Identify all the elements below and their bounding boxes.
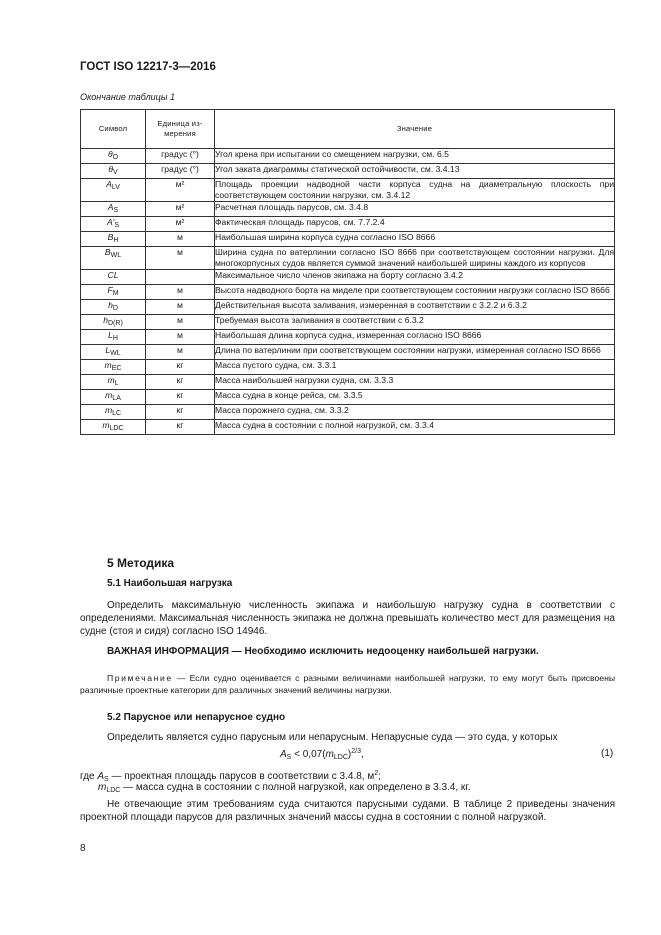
table-row	[81, 390, 615, 405]
table-row	[81, 149, 615, 164]
symbol-cell	[81, 247, 146, 270]
symbol-base: m	[104, 405, 113, 415]
symbol-cell	[81, 390, 146, 405]
formula-lhs-sub: S	[286, 754, 292, 761]
table-row	[81, 247, 615, 270]
symbol-subscript: WL	[110, 252, 122, 259]
unit-cell: кг	[146, 375, 215, 390]
symbol-cell	[81, 300, 146, 315]
symbol-base: m	[104, 360, 112, 370]
description-cell: Расчетная площадь парусов, см. 3.4.8	[215, 202, 615, 217]
table-row	[81, 360, 615, 375]
unit-cell: кг	[146, 360, 215, 375]
symbol-cell	[81, 420, 146, 435]
where2-sub: LDC	[106, 787, 121, 794]
formula-exp: 2/3	[351, 748, 361, 755]
section-5-2-paragraph: Определить является судно парусным или непарусным. Непарусные суда — это суда, у которых	[107, 732, 558, 743]
table-body	[81, 149, 615, 435]
symbol-cell	[81, 149, 146, 164]
description-cell: Высота надводного борта на миделе при соответствующем состоянии нагрузки согласно ISO 8666	[215, 285, 615, 300]
equation-number: (1)	[601, 748, 614, 759]
table-row	[81, 300, 615, 315]
unit-cell: м	[146, 285, 215, 300]
table-row	[81, 270, 615, 285]
table-row	[81, 164, 615, 179]
symbol-subscript: V	[113, 169, 118, 176]
symbol-subscript: M	[112, 290, 119, 297]
symbol-cell	[81, 405, 146, 420]
where-prefix: где	[80, 771, 98, 782]
symbol-cell	[81, 315, 146, 330]
symbol-base: A	[106, 179, 112, 189]
description-cell: Масса судна в состоянии с полной нагрузкой, см. 3.3.4	[215, 420, 615, 435]
symbol-subscript: S	[113, 207, 119, 214]
symbol-cell	[81, 217, 146, 232]
unit-cell: градус (°)	[146, 164, 215, 179]
description-cell: Масса судна в конце рейса, см. 3.3.5	[215, 390, 615, 405]
symbol-base: m	[102, 420, 110, 430]
section-5-title: 5 Методика	[107, 556, 175, 570]
note-label: Примечание	[107, 673, 173, 683]
symbol-subscript: LA	[112, 395, 121, 402]
where1-sym: A	[97, 771, 105, 782]
symbol-subscript: L	[114, 380, 119, 387]
header-symbol: Символ	[81, 110, 146, 149]
description-cell: Масса пустого судна, см. 3.3.1	[215, 360, 615, 375]
symbol-cell	[81, 375, 146, 390]
symbol-base: θ	[107, 149, 113, 159]
description-cell: Длина по ватерлинии при соответствующем состоянии нагрузки, измеренная согласно ISO 8666	[215, 345, 615, 360]
symbol-subscript: O	[112, 154, 119, 161]
description-cell: Ширина судна по ватерлинии согласно ISO 8666 при соответствующем состоянии нагрузки. Для многокорпусных судов является суммой значений наибольшей ширины каждого из корпусов	[215, 247, 614, 268]
table-row	[81, 330, 615, 345]
unit-cell: градус (°)	[146, 149, 215, 164]
symbol-subscript: H	[112, 335, 118, 342]
unit-cell: м²	[146, 217, 215, 232]
symbol-cell	[81, 202, 146, 217]
section-5-1-paragraph: Определить максимальную численность экипажа и наибольшую нагрузку судна в соответствии с определениями. Максимальная численность экипажа не должна превышать количество мест для размещения на судне (стоя и сидя) согласно ISO 14946.	[80, 600, 615, 637]
section-5-2-title: 5.2 Парусное или непарусное судно	[107, 712, 286, 723]
formula-op: < 0,07(	[291, 749, 326, 760]
table-caption: Окончание таблицы 1	[80, 92, 175, 102]
where2-text: — масса судна в состоянии с полной нагрузкой, как определено в 3.3.4, кг.	[120, 782, 471, 793]
symbol-subscript: LDC	[109, 425, 124, 432]
section-5-1-title: 5.1 Наибольшая нагрузка	[107, 578, 233, 589]
table-row	[81, 285, 615, 300]
formula-close: )	[347, 749, 352, 760]
unit-cell: м²	[146, 179, 215, 202]
unit-cell: м	[146, 247, 215, 270]
unit-cell: м	[146, 315, 215, 330]
where2-sym: m	[98, 782, 107, 793]
symbol-base: L	[105, 345, 111, 355]
symbol-base: L	[108, 330, 113, 340]
table-row	[81, 345, 615, 360]
unit-cell: кг	[146, 405, 215, 420]
symbol-cell	[81, 270, 146, 285]
table-row	[81, 420, 615, 435]
table-row	[81, 315, 615, 330]
symbol-base: F	[107, 285, 113, 295]
symbol-cell	[81, 285, 146, 300]
unit-cell	[146, 270, 215, 285]
symbol-subscript: H	[113, 237, 119, 244]
where-line-2	[98, 781, 471, 797]
where1-text: — проектная площадь парусов в соответствии с 3.4.8, м	[108, 771, 375, 782]
unit-cell: м²	[146, 202, 215, 217]
symbol-base: B	[107, 232, 114, 242]
symbol-base: m	[105, 390, 113, 400]
symbol-subscript: WL	[110, 350, 121, 357]
symbol-base: A′	[106, 217, 115, 227]
unit-cell: м	[146, 232, 215, 247]
description-cell: Наибольшая ширина корпуса судна согласно ISO 8666	[215, 232, 615, 247]
symbol-subscript: LV	[111, 184, 120, 191]
formula-m-sub: LDC	[333, 754, 348, 761]
where1-tail: ;	[378, 771, 381, 782]
symbol-subscript: D(R)	[108, 320, 123, 327]
header-unit: Единица из-мерения	[146, 110, 215, 149]
document-header: ГОСТ ISO 12217-3—2016	[80, 61, 216, 73]
symbol-subscript: D	[112, 305, 118, 312]
symbol-cell	[81, 345, 146, 360]
symbol-base: B	[104, 247, 111, 257]
unit-cell: м	[146, 300, 215, 315]
symbol-base: A	[107, 202, 114, 212]
description-cell: Требуемая высота заливания в соответствии с 6.3.2	[215, 315, 615, 330]
where1-sub: S	[104, 776, 109, 783]
note-paragraph	[80, 672, 615, 696]
symbol-subscript: S	[114, 222, 119, 229]
description-cell: Масса порожнего судна, см. 3.3.2	[215, 405, 615, 420]
symbol-cell	[81, 330, 146, 345]
page-number: 8	[80, 843, 86, 854]
unit-cell: м	[146, 330, 215, 345]
description-cell: Угол заката диаграммы статической остойчивости, см. 3.4.13	[215, 164, 615, 179]
note-text: — Если судно оценивается с разными величинами наибольшей нагрузки, то ему могут быть присвоены различные проектные категории для различных значений величины нагрузки.	[80, 673, 615, 695]
unit-cell: кг	[146, 420, 215, 435]
header-value: Значение	[215, 110, 615, 149]
symbol-base: CL	[107, 270, 119, 280]
description-cell: Фактическая площадь парусов, см. 7.7.2.4	[215, 217, 615, 232]
description-cell: Наибольшая длина корпуса судна, измеренная согласно ISO 8666	[215, 330, 615, 345]
symbol-base: h	[108, 300, 113, 310]
table-row	[81, 405, 615, 420]
formula-tail: ,	[360, 749, 364, 760]
table-row	[81, 232, 615, 247]
formula-lhs: A	[280, 749, 287, 760]
description-cell: Масса наибольшей нагрузки судна, см. 3.3.3	[215, 375, 615, 390]
table-row	[81, 217, 615, 232]
unit-cell: кг	[146, 390, 215, 405]
table-header-row	[81, 110, 615, 149]
table-row	[81, 179, 615, 202]
description-cell: Действительная высота заливания, измеренная в соответствии с 3.2.2 и 6.3.2	[215, 300, 615, 315]
description-cell: Угол крена при испытании со смещением нагрузки, см. 6.5	[215, 149, 615, 164]
description-cell: Максимальное число членов экипажа на борту согласно 3.4.2	[215, 270, 615, 285]
symbols-table	[80, 109, 615, 435]
final-paragraph: Не отвечающие этим требованиям суда считаются парусными судами. В таблице 2 приведены значения проектной площади парусов для различных значений массы судна в состоянии с полной нагрузкой.	[80, 799, 615, 823]
formula-m: m	[325, 749, 334, 760]
symbol-cell	[81, 164, 146, 179]
symbol-base: h	[103, 315, 108, 325]
where1-sup: 2	[374, 770, 379, 777]
important-notice: ВАЖНАЯ ИНФОРМАЦИЯ — Необходимо исключить недооценку наибольшей нагрузки.	[107, 646, 539, 657]
symbol-base: θ	[108, 164, 113, 174]
symbol-cell	[81, 179, 146, 202]
symbol-subscript: EC	[111, 365, 122, 372]
symbol-base: m	[107, 375, 115, 385]
formula-1	[280, 748, 364, 761]
description-cell: Площадь проекции надводной части корпуса судна на диаметральную плоскость при соответствующем состоянии нагрузки, см. 3.4.12	[215, 179, 614, 200]
symbol-cell	[81, 360, 146, 375]
unit-cell: м	[146, 345, 215, 360]
table-row	[81, 202, 615, 217]
table-row	[81, 375, 615, 390]
symbol-cell	[81, 232, 146, 247]
symbol-subscript: LC	[112, 410, 122, 417]
